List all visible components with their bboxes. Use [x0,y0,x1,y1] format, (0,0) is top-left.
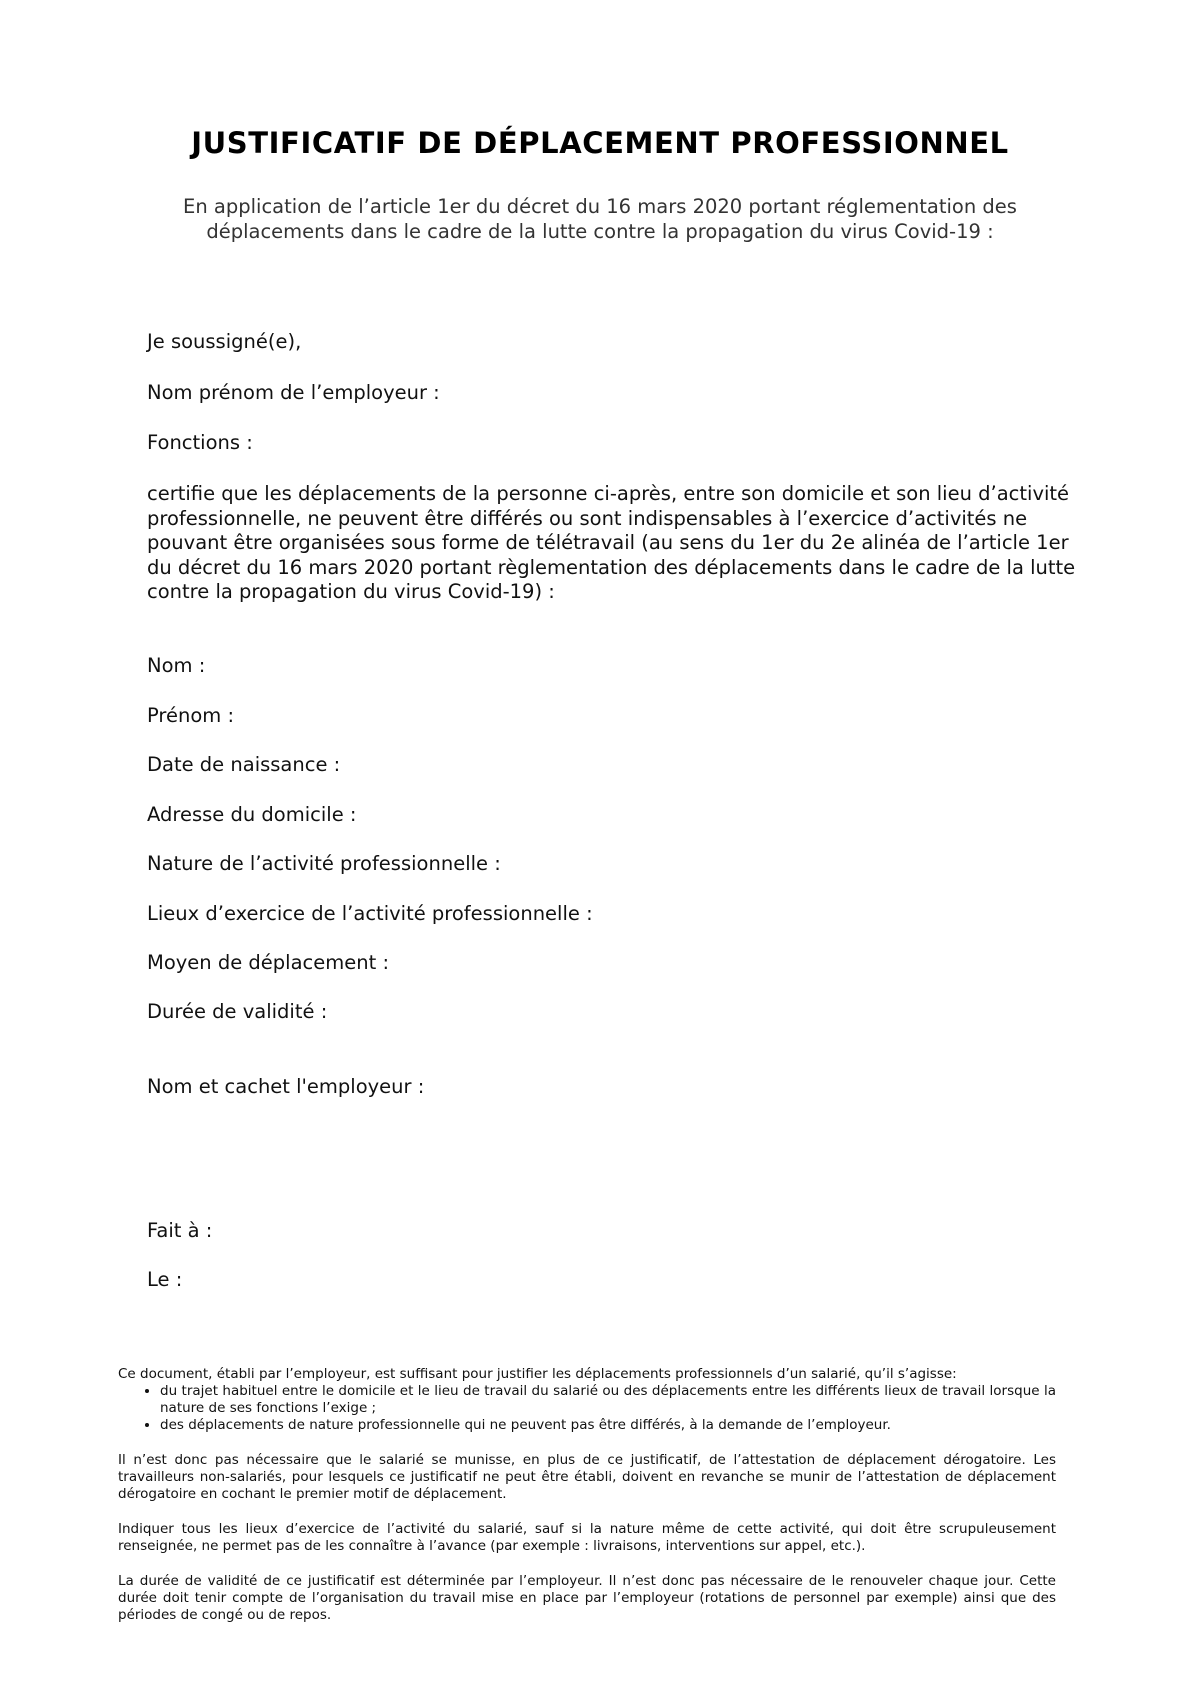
employer-stamp-label: Nom et cachet l'employeur : [147,1075,425,1098]
footnote-bullet-list [118,1383,1056,1434]
field-activity-places-label: Lieux d’exercice de l’activité professionnelle : [147,902,593,925]
footnote-bullet-item: • du trajet habituel entre le domicile et le lieu de travail du salarié ou des déplacements entre les différents lieux de travail lorsque la nature de ses fonctions l’exige ; [160,1383,1056,1417]
spacer [118,1434,1056,1452]
footnote-paragraph-validity: La durée de validité de ce justificatif est déterminée par l’employeur. Il n’est donc pas nécessaire de le renouveler chaque jour. Cette durée doit tenir compte de l’organisation du travail mise en place par l’employeur (rotations de personnel par exemple) ainsi que des périodes de congé ou de repos. [118,1573,1056,1623]
field-transport-label: Moyen de déplacement : [147,951,390,974]
intro-text: Je soussigné(e), [147,330,302,353]
footnote-paragraph-places: Indiquer tous les lieux d’exercice de l’activité du salarié, sauf si la nature même de cette activité, qui doit être scrupuleusement renseignée, ne permet pas de les connaître à l’avance (par exemple : livraisons, interventions sur appel, etc.). [118,1521,1056,1554]
footnote-intro: Ce document, établi par l’employeur, est suffisant pour justifier les déplacements professionnels d’un salarié, qu’il s’agisse: [118,1366,957,1382]
field-activity-nature-label: Nature de l’activité professionnelle : [147,852,501,875]
field-nom-label: Nom : [147,654,206,677]
footnotes-section [118,1366,1056,1624]
spacer [118,1555,1056,1573]
spacer [118,1503,1056,1521]
footnote-paragraph-attestation: Il n’est donc pas nécessaire que le salarié se munisse, en plus de ce justificatif, de l’attestation de déplacement dérogatoire. Les travailleurs non-salariés, pour lesquels ce justificatif ne peut être établi, doivent en revanche se munir de l’attestation de déplacement dérogatoire en cochant le premier motif de déplacement. [118,1452,1056,1502]
functions-label: Fonctions : [147,431,253,454]
field-address-label: Adresse du domicile : [147,803,357,826]
footnote-bullet-item: • des déplacements de nature professionnelle qui ne peuvent pas être différés, à la demande de l’employeur. [160,1417,1056,1434]
date-label: Le : [147,1268,183,1291]
employer-name-label: Nom prénom de l’employeur : [147,381,440,404]
document-title: JUSTIFICATIF DE DÉPLACEMENT PROFESSIONNEL [191,126,1009,160]
certification-paragraph: certifie que les déplacements de la personne ci-après, entre son domicile et son lieu d’activité professionnelle, ne peuvent être différés ou sont indispensables à l’exercice d’activités ne pouvant être organisées sous forme de télétravail (au sens du 1er du 2e alinéa de l’article 1er du décret du 16 mars 2020 portant règlementation des déplacements dans le cadre de la lutte contre la propagation du virus Covid-19) : [147,482,1076,603]
field-validity-label: Durée de validité : [147,1000,328,1023]
field-birthdate-label: Date de naissance : [147,753,341,776]
field-prenom-label: Prénom : [147,704,235,727]
place-label: Fait à : [147,1219,213,1242]
document-subtitle: En application de l’article 1er du décret du 16 mars 2020 portant réglementation des déplacements dans le cadre de la lutte contre la propagation du virus Covid-19 : [183,195,1017,243]
